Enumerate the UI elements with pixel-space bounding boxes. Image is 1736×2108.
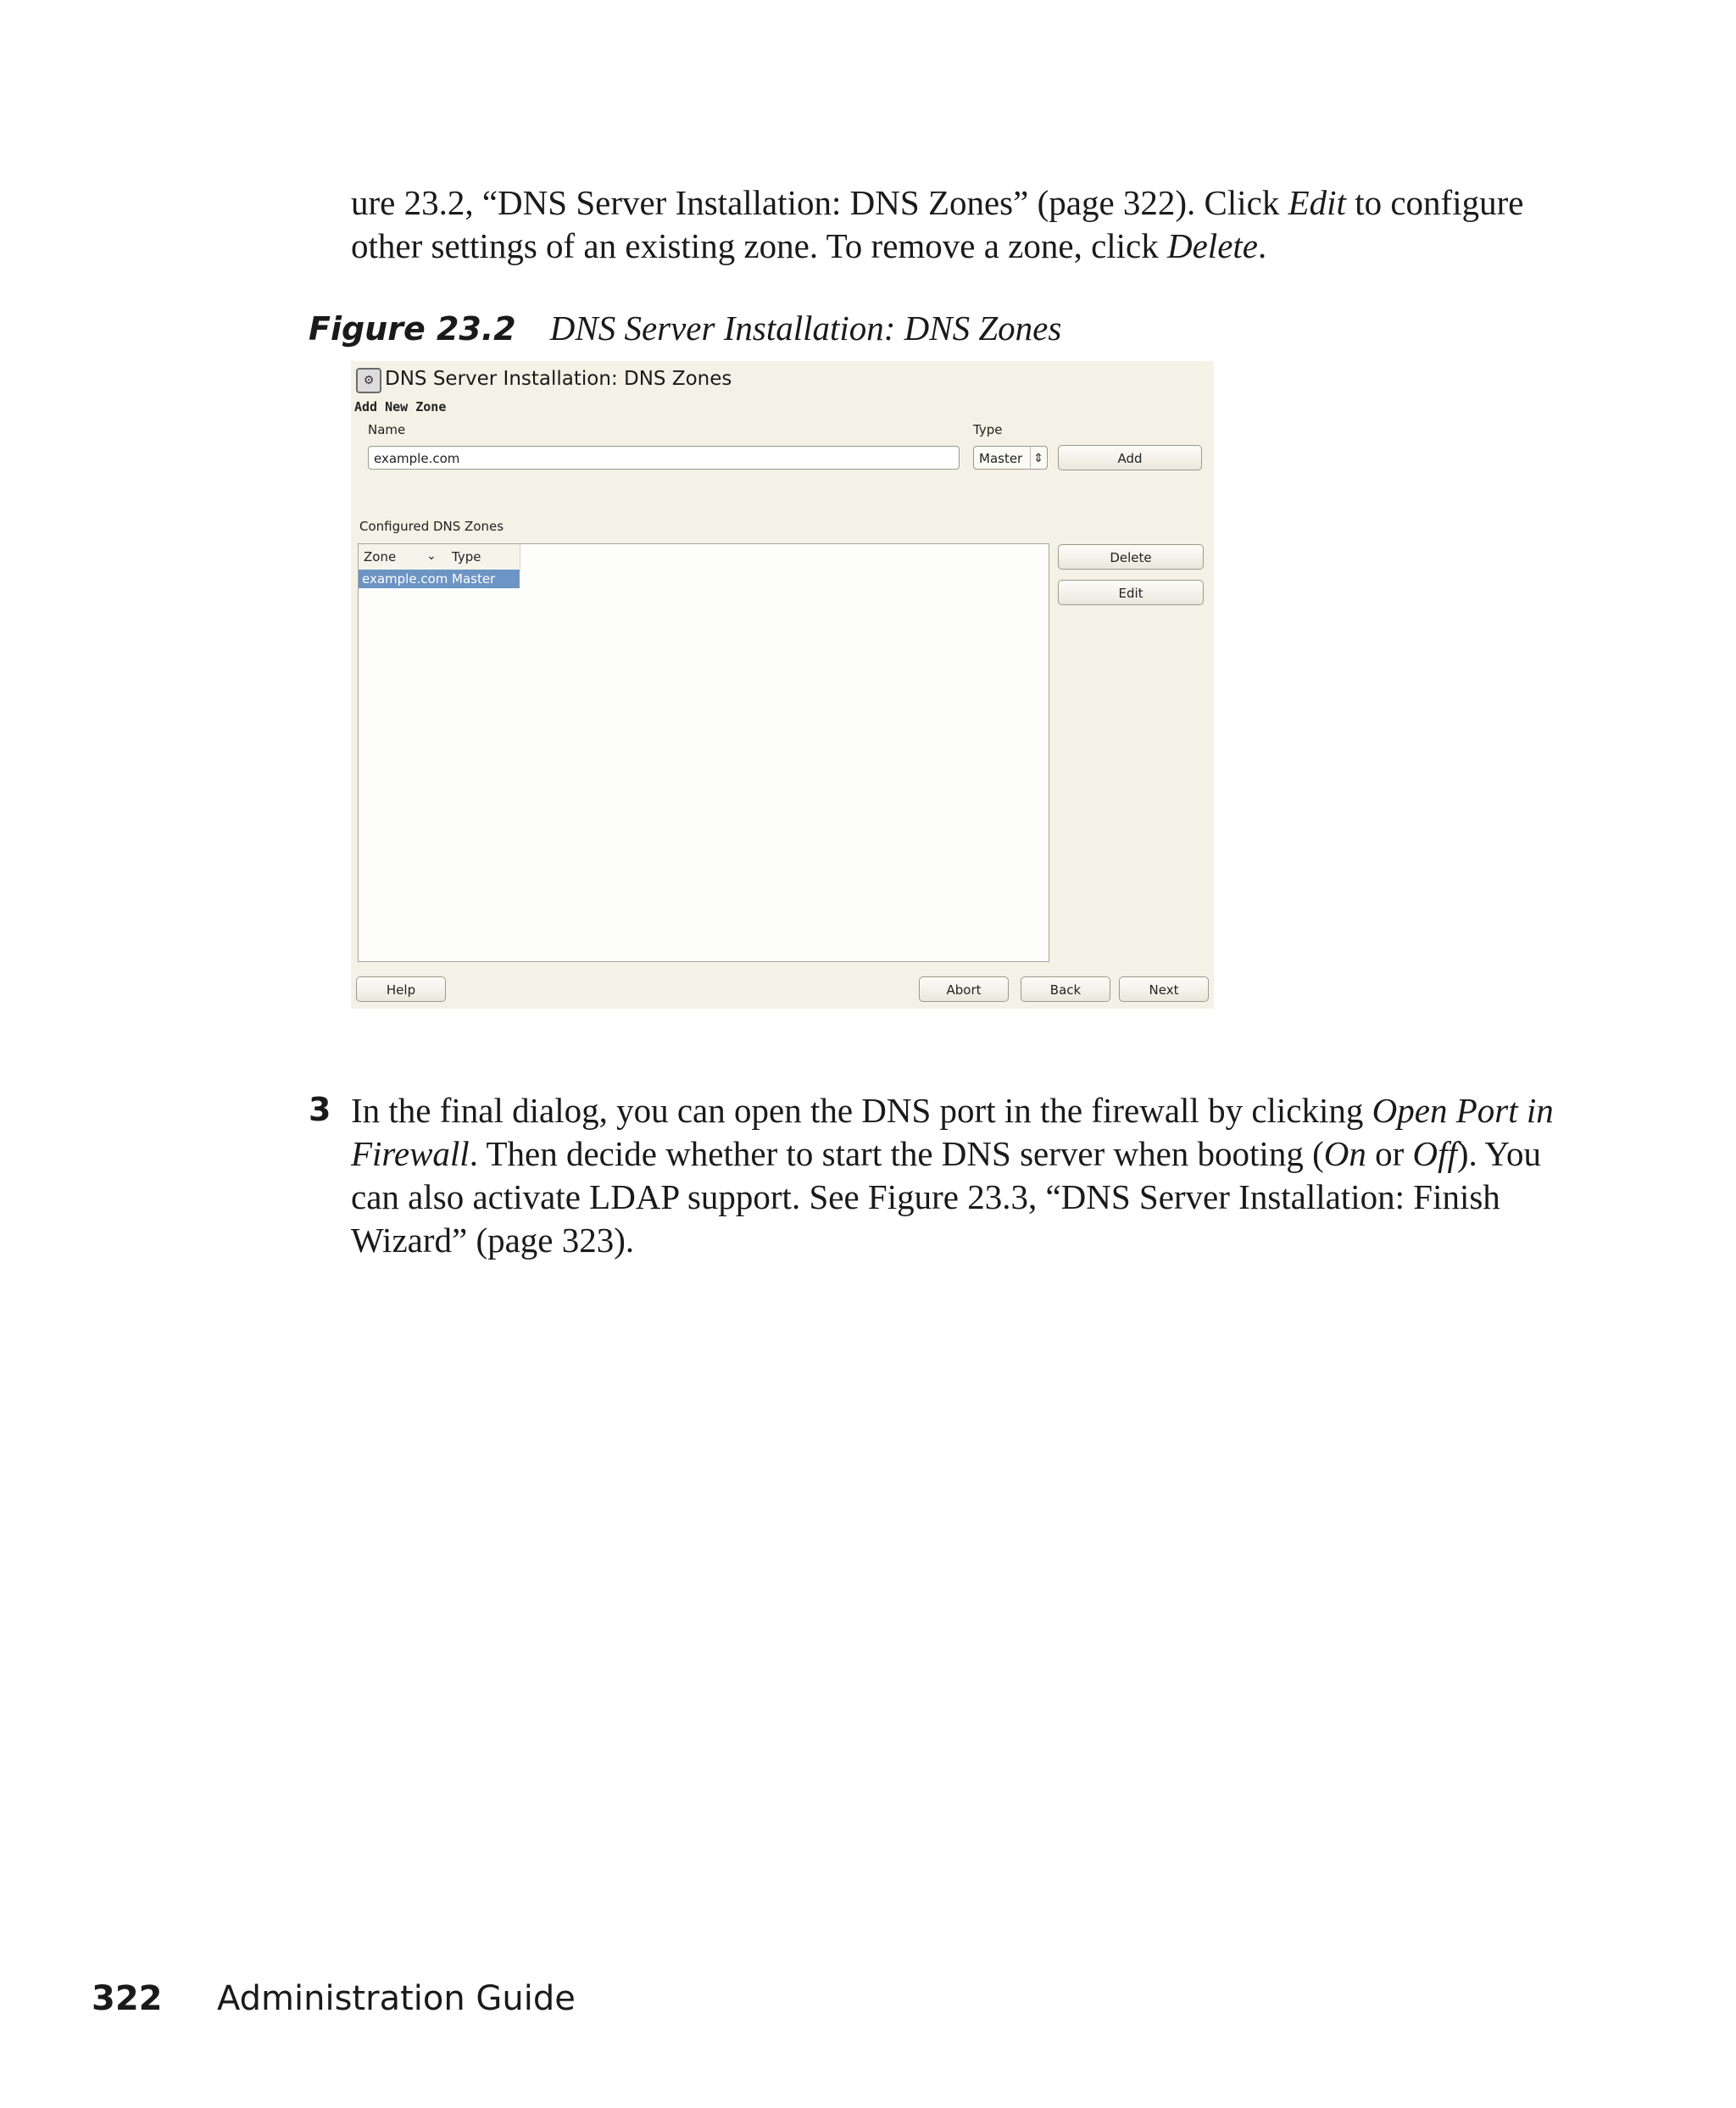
yast-dns-icon: ⚙ (356, 368, 381, 393)
table-header (359, 544, 520, 570)
figure-caption (309, 307, 1061, 350)
edit-button[interactable]: Edit (1058, 580, 1204, 605)
row-zone: example.com (362, 571, 448, 587)
name-label: Name (368, 422, 406, 437)
intro-paragraph: ure 23.2, “DNS Server Installation: DNS Zones” (page 322). Click Edit to configure other settings of an existing zone. To remove a zone, click Delete. (351, 183, 1524, 265)
table-row[interactable] (359, 570, 520, 588)
row-type: Master (452, 571, 496, 587)
abort-button[interactable]: Abort (919, 976, 1009, 1002)
figure-label: Figure 23.2 (309, 310, 516, 348)
add-new-zone-heading: Add New Zone (354, 399, 447, 414)
page-number: 322 (92, 1979, 163, 2018)
configured-zones-label: Configured DNS Zones (359, 519, 504, 534)
zone-type-select[interactable] (973, 446, 1048, 470)
dialog-title: DNS Server Installation: DNS Zones (385, 368, 732, 390)
dns-zones-dialog (351, 361, 1214, 1009)
book-title: Administration Guide (217, 1979, 576, 2018)
zone-type-value: Master (979, 451, 1023, 466)
figure-title: DNS Server Installation: DNS Zones (549, 309, 1062, 348)
column-header-zone[interactable]: Zone (364, 549, 397, 565)
help-button[interactable]: Help (356, 976, 446, 1002)
step-paragraph: In the final dialog, you can open the DNS port in the firewall by clicking Open Port in Firewall. Then decide whether to start the DNS server when booting (On or Off). You can also activate LDAP support. See Figure 23.3, “DNS Server Installation: Finish Wizard” (page 323). (351, 1091, 1554, 1260)
zones-table[interactable] (358, 543, 1049, 962)
back-button[interactable]: Back (1021, 976, 1110, 1002)
updown-arrows-icon: ⇕ (1030, 447, 1043, 470)
column-header-type[interactable]: Type (452, 549, 481, 565)
add-button[interactable]: Add (1058, 445, 1202, 470)
chevron-down-icon: ⌄ (426, 549, 437, 563)
next-button[interactable]: Next (1119, 976, 1209, 1002)
step-number: 3 (309, 1091, 331, 1128)
type-label: Type (973, 422, 1003, 437)
zone-name-input[interactable]: example.com (368, 446, 960, 470)
delete-button[interactable]: Delete (1058, 544, 1204, 570)
